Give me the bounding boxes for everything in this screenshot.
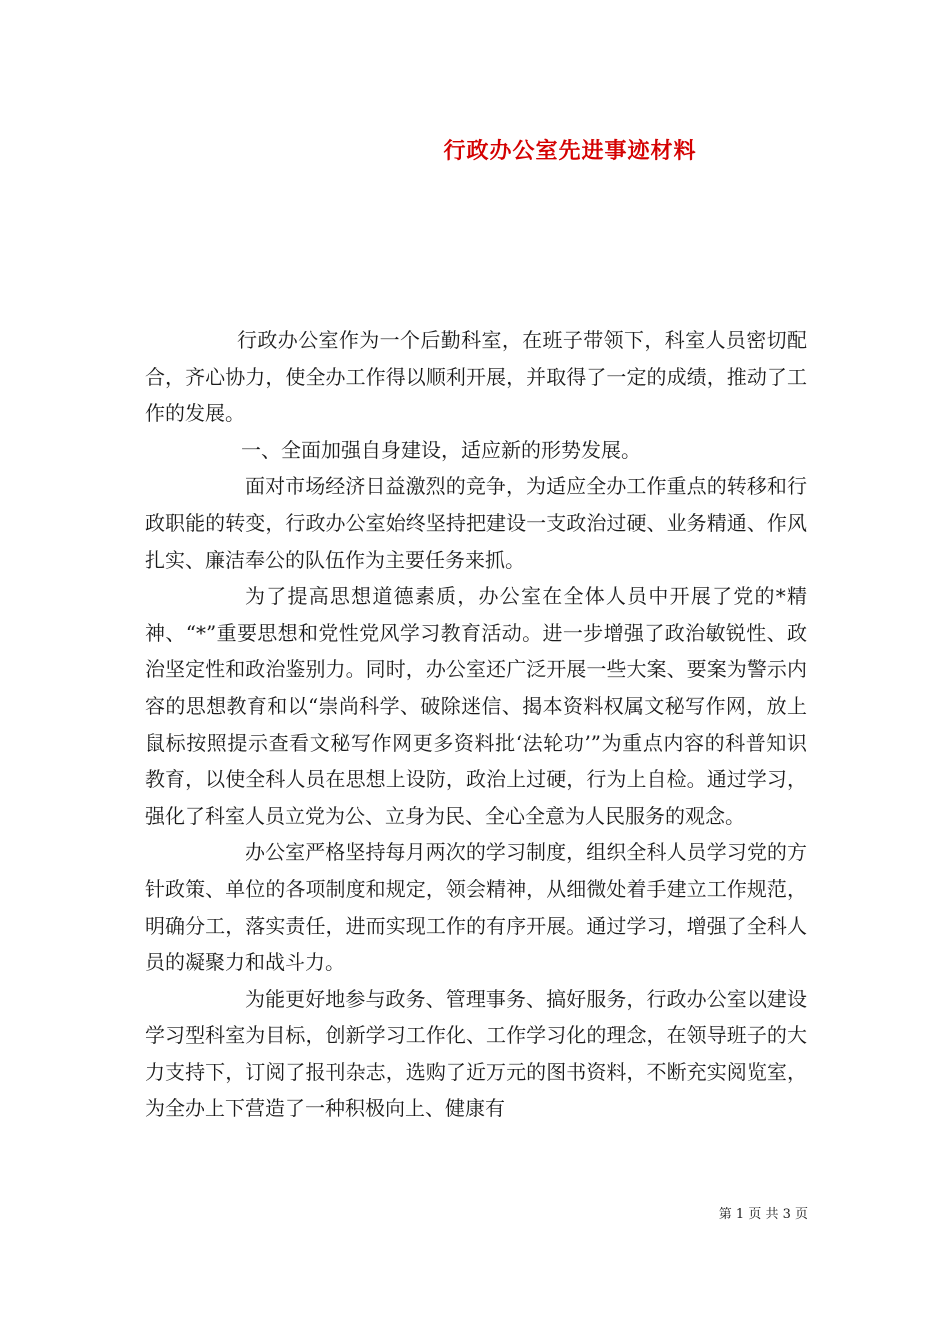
document-body <box>145 322 807 1127</box>
paragraph-competition: 面对市场经济日益激烈的竞争，为适应全办工作重点的转移和行政职能的转变，行政办公室始终坚持把建设一支政治过硬、业务精通、作风扎实、廉洁奉公的队伍作为主要任务来抓。 <box>145 474 807 572</box>
document-title: 行政办公室先进事迹材料 <box>443 138 697 164</box>
section-heading: 一、全面加强自身建设，适应新的形势发展。 <box>241 437 641 462</box>
paragraph-learning-office: 为能更好地参与政务、管理事务、搞好服务，行政办公室以建设学习型科室为目标，创新学习工作化、工作学习化的理念，在领导班子的大力支持下，订阅了报刊杂志，选购了近万元的图书资料，不断充实阅览室，为全办上下营造了一种积极向上、健康有 <box>145 986 807 1121</box>
page-footer: 第 1 页 共 3 页 <box>718 1207 808 1222</box>
paragraph-intro: 行政办公室作为一个后勤科室，在班子带领下，科室人员密切配合，齐心协力，使全办工作得以顺利开展，并取得了一定的成绩，推动了工作的发展。 <box>145 328 807 426</box>
paragraph-study-system: 办公室严格坚持每月两次的学习制度，组织全科人员学习党的方针政策、单位的各项制度和规定，领会精神，从细微处着手建立工作规范，明确分工，落实责任，进而实现工作的有序开展。通过学习，增强了全科人员的凝聚力和战斗力。 <box>145 840 807 975</box>
paragraph-education: 为了提高思想道德素质，办公室在全体人员中开展了党的*精神、“*”重要思想和党性党风学习教育活动。进一步增强了政治敏锐性、政治坚定性和政治鉴别力。同时，办公室还广泛开展一些大案、要案为警示内容的思想教育和以“崇尚科学、破除迷信、揭本资料权属文秘写作网，放上鼠标按照提示查看文秘写作网更多资料批‘法轮功’”为重点内容的科普知识教育，以使全科人员在思想上设防，政治上过硬，行为上自检。通过学习，强化了科室人员立党为公、立身为民、全心全意为人民服务的观念。 <box>145 584 807 828</box>
